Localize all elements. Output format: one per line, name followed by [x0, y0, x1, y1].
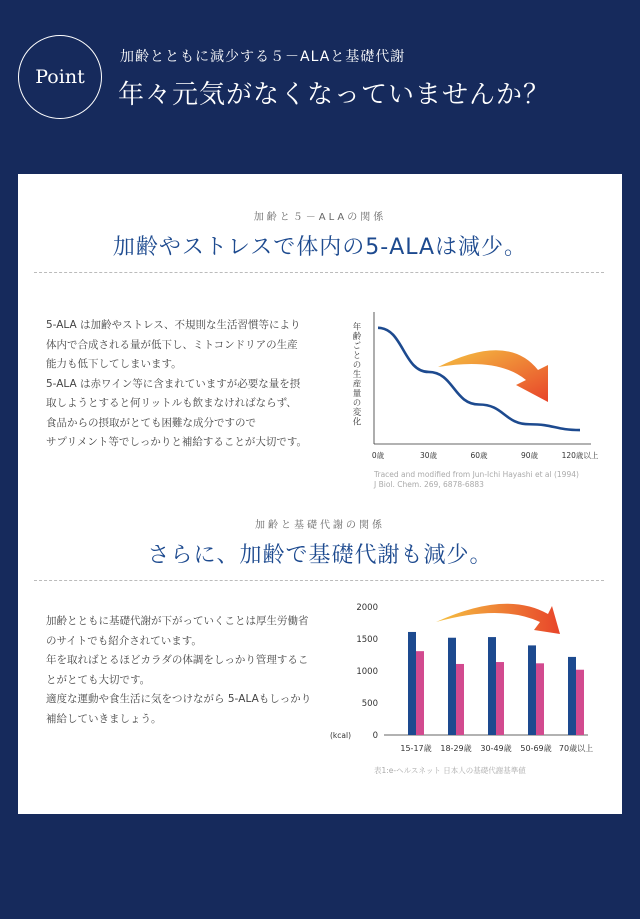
header-title: 年々元気がなくなっていませんか？	[118, 80, 551, 110]
section2-line: 適度な運動や食生活に気をつけながら 5-ALAもしっかり	[46, 693, 312, 705]
chart2-x-tick: 15-17歳	[400, 744, 432, 753]
section2-divider	[34, 580, 604, 581]
section2-label: 加齢と基礎代謝の関係	[255, 520, 385, 531]
section1-line: サプリメント等でしっかりと補給することが大切です。	[46, 436, 308, 448]
chart1-trend-arrow	[438, 350, 548, 402]
production-line-chart	[348, 312, 608, 462]
section1-title: 加齢やストレスで体内の5-ALAは減少。	[112, 235, 528, 260]
section1-line: 取しようとすると何リットルも飲まなければならず、	[46, 397, 297, 409]
chart1-x-tick: 30歳	[419, 451, 438, 460]
section1-line: 5-ALA は赤ワイン等に含まれていますが必要な量を摂	[46, 377, 301, 390]
section1-divider	[34, 272, 604, 273]
section1-paragraph	[46, 316, 307, 453]
chart2-bar	[528, 645, 536, 735]
chart2-bar	[576, 670, 584, 735]
section2-title: さらに、加齢で基礎代謝も減少。	[147, 543, 493, 568]
chart2-bar	[408, 632, 416, 735]
section2-paragraph	[46, 612, 311, 729]
content-card	[18, 174, 622, 814]
chart2-y-tick: 500	[361, 699, 378, 709]
chart2-x-tick: 70歳以上	[558, 744, 594, 753]
chart2-y-tick: 2000	[356, 603, 378, 613]
chart2-x-tick: 18-29歳	[440, 744, 472, 753]
chart2-bar	[496, 662, 504, 735]
chart2-trend-arrow	[436, 604, 560, 634]
section1-line: 体内で合成される量が低下し、ミトコンドリアの生産	[46, 338, 298, 351]
section1-line: 5-ALA は加齢やストレス、不規則な生活習慣等により	[46, 319, 301, 331]
chart2-bar	[536, 663, 544, 735]
metabolism-bar-chart	[326, 594, 594, 762]
chart2-bar	[488, 637, 496, 735]
chart2-bar	[416, 651, 424, 735]
chart2-bar	[448, 638, 456, 735]
chart1-x-tick: 90歳	[520, 451, 539, 460]
chart2-bar	[456, 664, 464, 735]
chart1-production-line	[378, 328, 580, 430]
source-note-line: Traced and modified from Jun-Ichi Hayashi et al (1994)	[374, 470, 579, 479]
chart2-x-tick: 50-69歳	[520, 744, 552, 753]
chart2-y-tick: 1000	[356, 667, 378, 677]
section1-line: 食品からの摂取がとても困難な成分ですので	[46, 416, 256, 429]
section2-line: のサイトでも紹介されています。	[46, 634, 202, 647]
chart1-ylabel: 年齢ごとの生産量の変化	[351, 322, 361, 427]
chart2-y-tick: 1500	[356, 635, 378, 645]
section1-label: 加齢と５－ALAの関係	[253, 212, 387, 223]
section2-line: 年を取ればとるほどカラダの体調をしっかり管理するこ	[46, 654, 309, 666]
section1-line: 能力も低下してしまいます。	[46, 358, 182, 370]
chart1-x-tick: 120歳以上	[561, 451, 599, 460]
section2-source-note: 表1:e-ヘルスネット 日本人の基礎代謝基準値	[374, 766, 526, 775]
chart2-x-tick: 30-49歳	[480, 744, 512, 753]
chart2-bar	[568, 657, 576, 735]
chart2-y-tick: 0	[372, 731, 378, 741]
source-note-line: J Biol. Chem. 269, 6878-6883	[374, 480, 484, 489]
chart1-x-tick: 60歳	[470, 451, 488, 460]
section1-source-note	[374, 470, 579, 490]
section2-line: 加齢とともに基礎代謝が下がっていくことは厚生労働省	[46, 615, 309, 627]
section2-line: 補給していきましょう。	[46, 712, 162, 725]
header-subtitle: 加齢とともに減少する５－ALAと基礎代謝	[120, 49, 406, 65]
point-badge-label: Point	[35, 66, 85, 88]
chart1-x-tick: 0歳	[371, 451, 385, 460]
point-badge	[18, 35, 102, 119]
chart2-ylabel: (kcal)	[330, 731, 351, 740]
section2-line: とがとても大切です。	[46, 673, 151, 686]
